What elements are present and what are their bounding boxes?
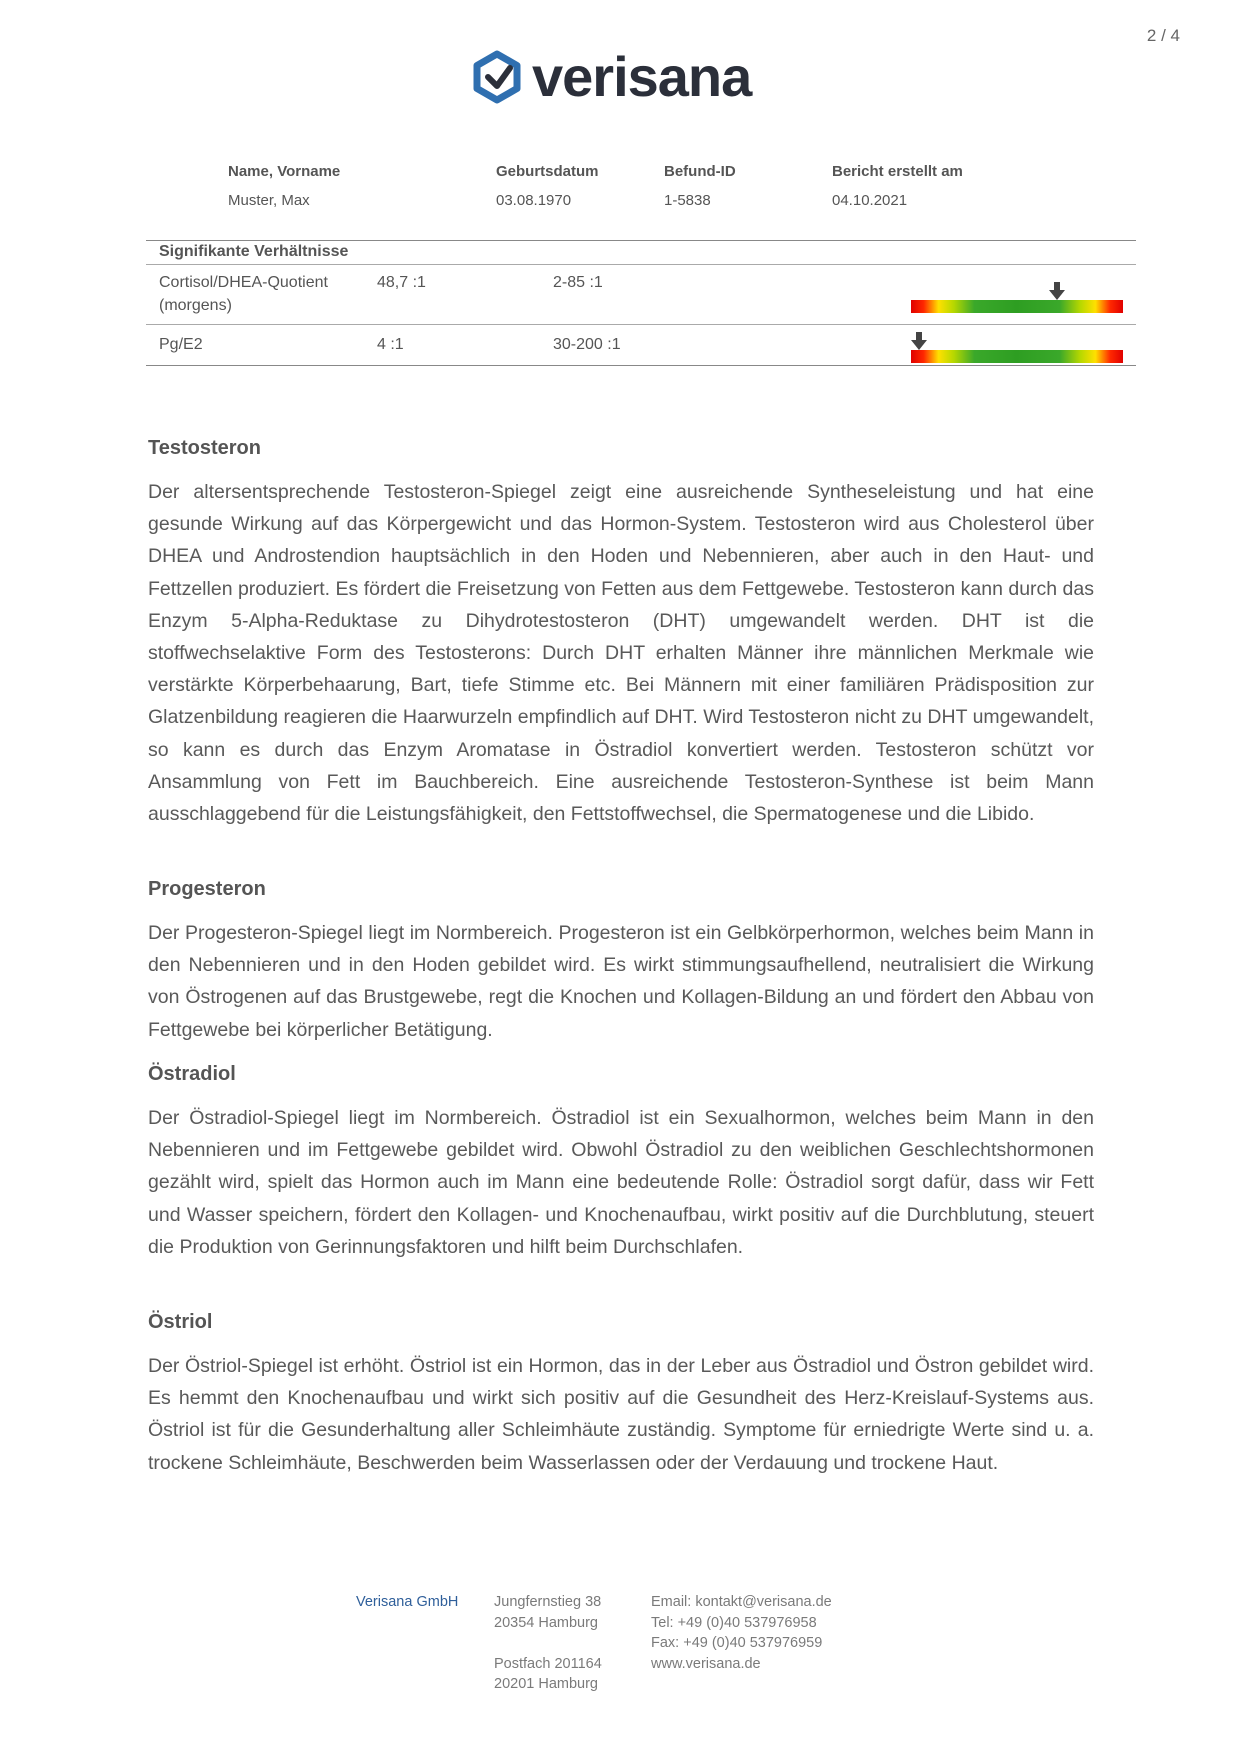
created-date-label: Bericht erstellt am <box>832 163 963 180</box>
created-date-value: 04.10.2021 <box>832 192 908 209</box>
ratio-name-line: (morgens) <box>159 297 232 314</box>
footer-po-city: 20201 Hamburg <box>494 1676 598 1692</box>
page-number: 2 / 4 <box>1146 26 1180 45</box>
footer-address <box>494 1592 602 1695</box>
section-title-oestriol: Östriol <box>148 1311 213 1333</box>
verisana-logo <box>470 45 752 108</box>
ratio-value: 4 :1 <box>377 336 404 353</box>
ratio-reference: 2-85 :1 <box>553 274 603 291</box>
dob-value: 03.08.1970 <box>496 192 572 209</box>
footer-tel: Tel: +49 (0)40 537976958 <box>651 1614 817 1631</box>
verisana-hexagon-icon <box>470 50 524 104</box>
section-text-testosteron: Der altersentsprechende Testosteron-Spiegel zeigt eine ausreichende Syntheseleistung und hat eine gesunde Wirkung auf das Körpergewicht und das Hormon-System. Testosteron wird aus Cholesterol über DHEA und Androstendion hauptsächlich in den Hoden und Nebennieren, aber auch in den Haut- und Fettzellen produziert. Es fördert die Freisetzung von Fetten aus dem Fettgewebe. Testosteron kann durch das Enzym 5-Alpha-Reduktase zu Dihydrotestosteron (DHT) umgewandelt werden. DHT ist die stoffwechselaktive Form des Testosterons: Durch DHT erhalten Männer ihre männlichen Merkmale wie verstärkte Körperbehaarung, Bart, tiefe Stimme etc. Bei Männern mit einer familiären Prädisposition zur Glatzenbildung reagieren die Haarwurzeln empfindlich auf DHT. Wird Testosteron nicht zu DHT umgewandelt, so kann es durch das Enzym Aromatase in Östradiol konvertiert werden. Testosteron schützt vor Ansammlung von Fett im Bauchbereich. Eine ausreichende Testosteron-Synthese ist beim Mann ausschlaggebend für die Leistungsfähigkeit, den Fettstoffwechsel, die Spermatogenese und die Libido. <box>148 481 1094 826</box>
name-value: Muster, Max <box>228 192 310 209</box>
ratio-name <box>159 271 328 317</box>
row-divider <box>146 324 1136 325</box>
ratio-name: Pg/E2 <box>159 336 203 353</box>
footer-city: 20354 Hamburg <box>494 1614 598 1631</box>
footer-email[interactable]: Email: kontakt@verisana.de <box>651 1594 832 1610</box>
section-title-progesteron: Progesteron <box>148 878 266 900</box>
ratio-reference: 30-200 :1 <box>553 336 621 353</box>
footer-contact <box>651 1592 832 1674</box>
name-label: Name, Vorname <box>228 163 341 180</box>
ratio-name-line: Cortisol/DHEA-Quotient <box>159 274 328 291</box>
footer-company: Verisana GmbH <box>356 1594 459 1610</box>
footer-website[interactable]: www.verisana.de <box>651 1655 761 1672</box>
report-id-value: 1-5838 <box>664 192 711 209</box>
table-bottom-rule <box>146 365 1136 366</box>
footer-po-box: Postfach 201164 <box>494 1655 602 1672</box>
table-heading-rule <box>146 264 1136 265</box>
dob-label: Geburtsdatum <box>496 163 599 180</box>
footer-fax: Fax: +49 (0)40 537976959 <box>651 1635 823 1651</box>
section-text-oestriol: Der Östriol-Spiegel ist erhöht. Östriol ist ein Hormon, das in der Leber aus Östradiol und Östron gebildet wird. Es hemmt den Knochenaufbau und wirkt sich positiv auf die Gesundheit des Herz-Kreislauf-Systems aus. Östriol ist für die Gesunderhaltung aller Schleimhäute zuständig. Symptome für erniedrigte Werte sind u. a. trockene Schleimhäute, Beschwerden beim Wasserlassen oder der Verdauung und trockene Haut. <box>148 1355 1094 1474</box>
report-id-label: Befund-ID <box>664 163 736 180</box>
footer-street: Jungfernstieg 38 <box>494 1594 602 1610</box>
range-indicator-bar <box>911 350 1123 363</box>
logo-wordmark: verisana <box>532 45 752 108</box>
down-arrow-marker-icon <box>1049 282 1065 300</box>
significant-ratios-table <box>146 240 1136 368</box>
ratio-value: 48,7 :1 <box>377 274 426 291</box>
section-text-oestradiol: Der Östradiol-Spiegel liegt im Normbereich. Östradiol ist ein Sexualhormon, welches beim Mann in den Nebennieren und im Fettgewebe gebildet wird. Obwohl Östradiol zu den weiblichen Geschlechtshormonen gezählt wird, spielt das Hormon auch im Mann eine bedeutende Rolle: Östradiol sorgt dafür, dass wir Fett und Wasser speichern, fördert den Kollagen- und Knochenaufbau, wirkt positiv auf die Durchblutung, steuert die Produktion von Gerinnungsfaktoren und hilft beim Durchschlafen. <box>148 1107 1094 1258</box>
section-text-progesteron: Der Progesteron-Spiegel liegt im Normbereich. Progesteron ist ein Gelbkörperhormon, welches beim Mann in den Nebennieren und in den Hoden gebildet wird. Es wirkt stimmungsaufhellend, neutralisiert die Wirkung von Östrogenen auf das Brustgewebe, regt die Knochen und Kollagen-Bildung an und fördert den Abbau von Fettgewebe bei körperlicher Betätigung. <box>148 922 1094 1041</box>
table-top-rule <box>146 240 1136 241</box>
section-title-oestradiol: Östradiol <box>148 1063 236 1085</box>
down-arrow-marker-icon <box>911 332 927 350</box>
section-title-testosteron: Testosteron <box>148 437 261 459</box>
table-heading: Signifikante Verhältnisse <box>159 243 349 260</box>
range-indicator-bar <box>911 300 1123 313</box>
